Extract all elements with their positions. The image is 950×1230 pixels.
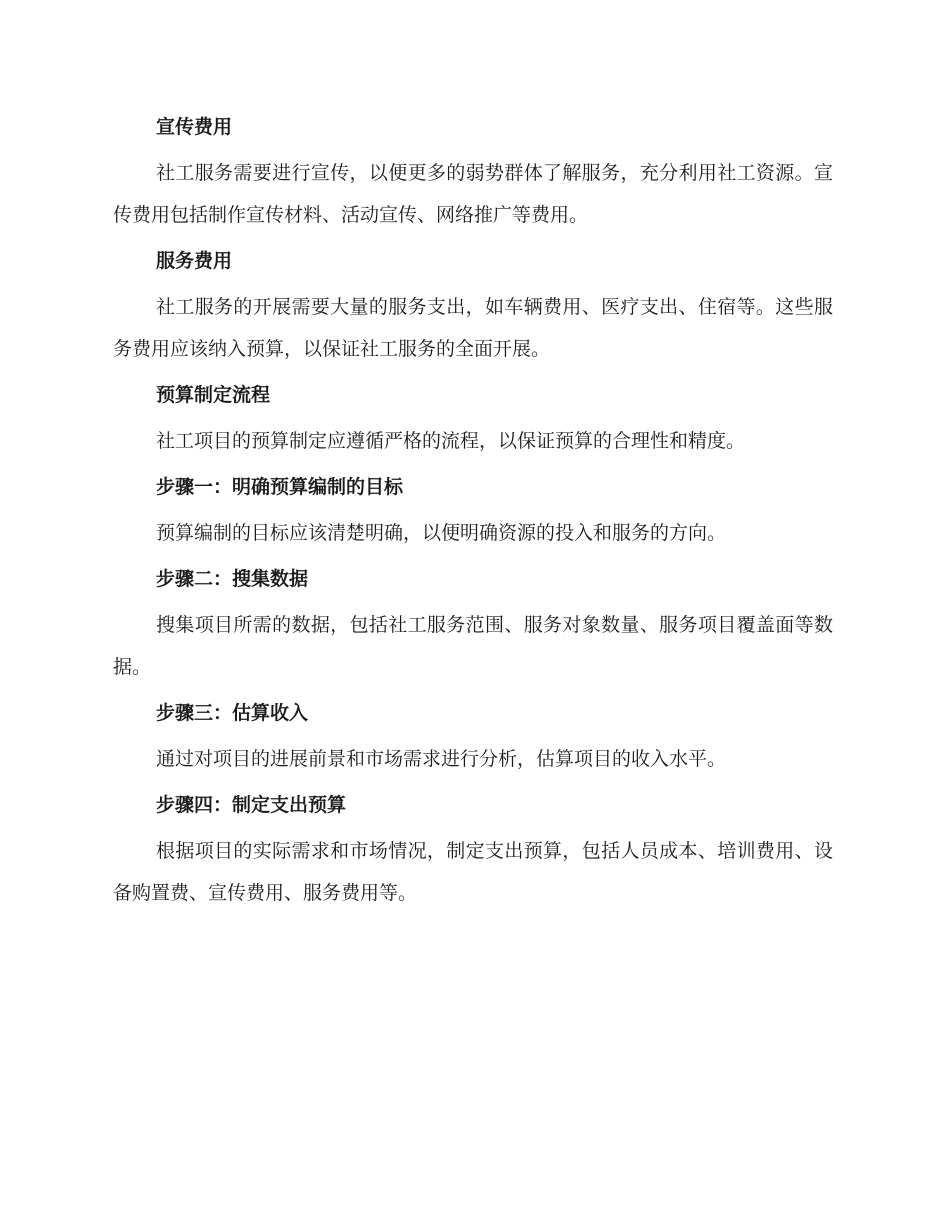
- section-heading: 步骤二：搜集数据: [156, 568, 309, 590]
- section-step-two: [113, 564, 833, 688]
- section-heading: 服务费用: [156, 250, 233, 272]
- section-budget-process: [113, 380, 833, 462]
- section-paragraph: 预算编制的目标应该清楚明确，以便明确资源的投入和服务的方向。: [156, 522, 727, 544]
- section-heading: 宣传费用: [156, 116, 233, 138]
- section-heading: 步骤三：估算收入: [156, 702, 309, 724]
- document-page: [113, 112, 833, 924]
- section-heading: 步骤一：明确预算编制的目标: [156, 476, 404, 498]
- section-heading: 步骤四：制定支出预算: [156, 794, 347, 816]
- section-paragraph: 根据项目的实际需求和市场情况，制定支出预算，包括人员成本、培训费用、设备购置费、宣传费用、服务费用等。: [113, 840, 833, 904]
- section-step-three: [113, 698, 833, 780]
- section-paragraph: 社工项目的预算制定应遵循严格的流程，以保证预算的合理性和精度。: [156, 430, 746, 452]
- section-paragraph: 社工服务需要进行宣传，以便更多的弱势群体了解服务，充分利用社工资源。宣传费用包括制作宣传材料、活动宣传、网络推广等费用。: [113, 162, 833, 226]
- section-heading: 预算制定流程: [156, 384, 271, 406]
- section-publicity-costs: [113, 112, 833, 236]
- section-paragraph: 社工服务的开展需要大量的服务支出，如车辆费用、医疗支出、住宿等。这些服务费用应该纳入预算，以保证社工服务的全面开展。: [113, 296, 833, 360]
- section-step-one: [113, 472, 833, 554]
- section-service-costs: [113, 246, 833, 370]
- section-step-four: [113, 790, 833, 914]
- section-paragraph: 搜集项目所需的数据，包括社工服务范围、服务对象数量、服务项目覆盖面等数据。: [113, 614, 833, 678]
- section-paragraph: 通过对项目的进展前景和市场需求进行分析，估算项目的收入水平。: [156, 748, 727, 770]
